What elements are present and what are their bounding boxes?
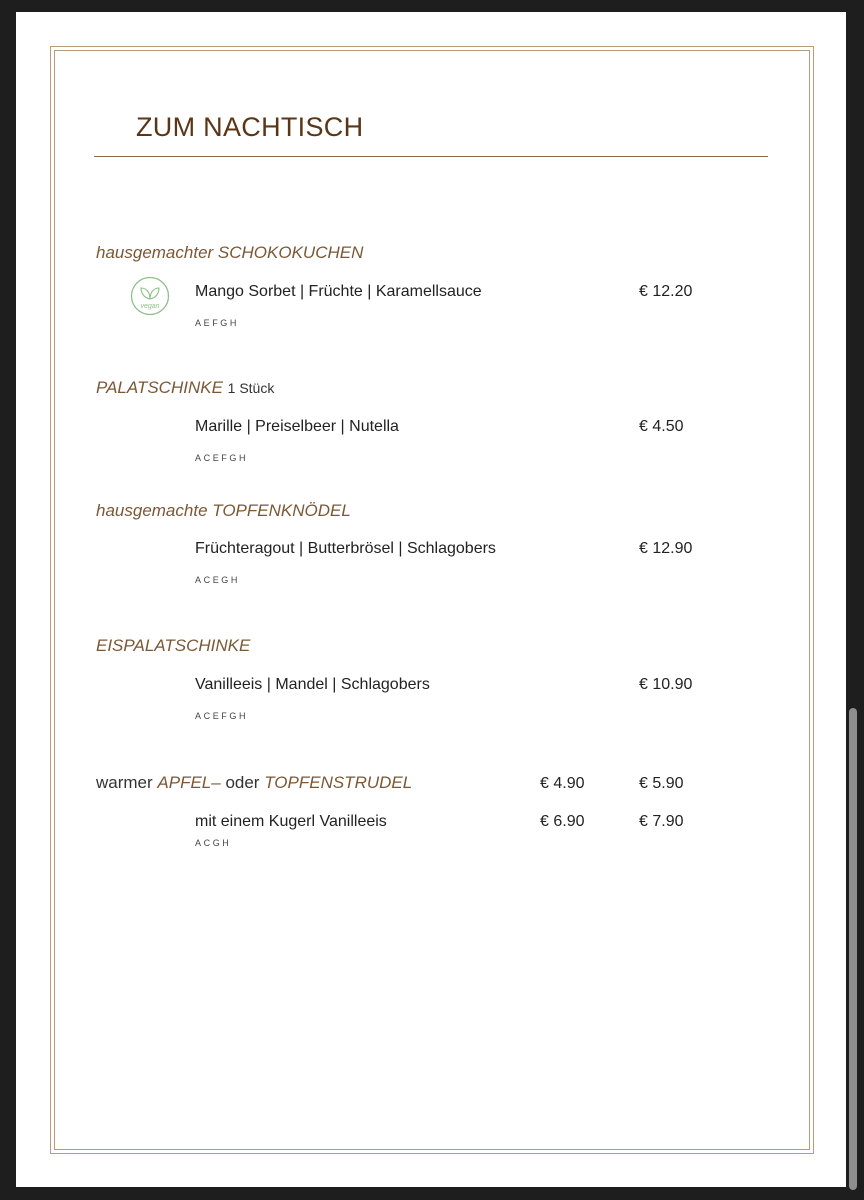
- item-name-middle: oder: [220, 773, 265, 792]
- item-allergens: ACEGH: [195, 575, 241, 585]
- item-heading-schokokuchen: [96, 243, 363, 263]
- item-price-large: € 5.90: [639, 775, 684, 792]
- menu-page: [16, 12, 846, 1187]
- item-description: Marille | Preiselbeer | Nutella: [195, 418, 399, 435]
- item-allergens: ACEFGH: [195, 453, 249, 463]
- page-border-inner: [54, 50, 810, 1150]
- item-description: mit einem Kugerl Vanilleeis: [195, 813, 387, 830]
- item-name-part1: APFEL–: [157, 773, 221, 792]
- item-name-prefix: hausgemachter: [96, 243, 218, 262]
- item-name: SCHOKOKUCHEN: [217, 243, 364, 262]
- item-allergens: ACEFGH: [195, 711, 249, 721]
- item-price-large-with-icecream: € 7.90: [639, 813, 684, 830]
- item-name: PALATSCHINKE: [96, 378, 223, 397]
- title-divider: [94, 156, 768, 157]
- item-price: € 10.90: [639, 676, 693, 693]
- vertical-scrollbar[interactable]: [849, 708, 857, 1190]
- item-description: Früchteragout | Butterbrösel | Schlagobers: [195, 540, 496, 557]
- item-price-small: € 4.90: [540, 775, 585, 792]
- item-heading-strudel: [96, 773, 412, 793]
- menu-title: ZUM NACHTISCH: [136, 112, 364, 142]
- item-heading-topfenknoedel: hausgemachte TOPFENKNÖDEL: [96, 501, 351, 520]
- item-price: € 12.90: [639, 540, 693, 557]
- vegan-leaf-icon: [130, 276, 170, 316]
- item-description: Mango Sorbet | Früchte | Karamellsauce: [195, 283, 482, 300]
- item-price: € 12.20: [639, 283, 693, 300]
- item-name-prefix: warmer: [96, 773, 158, 792]
- item-name-part2: TOPFENSTRUDEL: [264, 773, 413, 792]
- item-heading-palatschinke: [96, 378, 274, 398]
- item-quantity: 1 Stück: [227, 380, 275, 396]
- item-allergens: AEFGH: [195, 318, 240, 328]
- item-description: Vanilleeis | Mandel | Schlagobers: [195, 676, 430, 693]
- vegan-badge-label: vegan: [140, 303, 160, 310]
- item-price-small-with-icecream: € 6.90: [540, 813, 585, 830]
- item-allergens: ACGH: [195, 838, 232, 848]
- item-price: € 4.50: [639, 418, 684, 435]
- item-heading-eispalatschinke: EISPALATSCHINKE: [96, 636, 251, 655]
